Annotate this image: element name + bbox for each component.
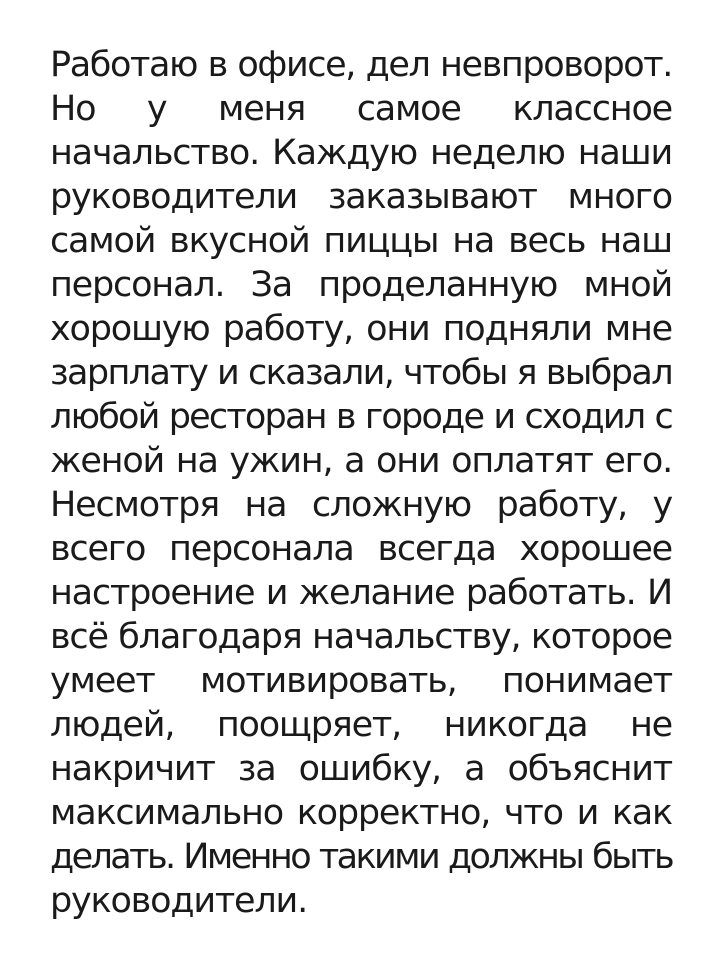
text-line: всё благодаря начальству, которое bbox=[50, 617, 672, 657]
document-body bbox=[50, 43, 672, 923]
text-line: руководители заказывают много bbox=[50, 177, 672, 217]
text-line: настроение и желание работать. И bbox=[50, 573, 672, 613]
text-line: накричит за ошибку, а объяснит bbox=[50, 749, 672, 789]
text-line: женой на ужин, а они оплатят его. bbox=[50, 441, 672, 481]
text-line: всего персонала всегда хорошее bbox=[50, 529, 672, 569]
text-line: делать. Именно такими должны быть bbox=[50, 837, 672, 877]
text-line: самой вкусной пиццы на весь наш bbox=[50, 221, 672, 261]
text-line: Но у меня самое классное bbox=[50, 89, 672, 129]
text-line: начальство. Каждую неделю наши bbox=[50, 133, 672, 173]
text-line: умеет мотивировать, понимает bbox=[50, 661, 672, 701]
text-line: Работаю в офисе, дел невпроворот. bbox=[50, 45, 672, 85]
text-line: хорошую работу, они подняли мне bbox=[50, 309, 672, 349]
text-line: любой ресторан в городе и сходил с bbox=[50, 397, 672, 437]
text-line: людей, поощряет, никогда не bbox=[50, 705, 672, 745]
text-line: персонал. За проделанную мной bbox=[50, 265, 672, 305]
text-line: максимально корректно, что и как bbox=[50, 793, 672, 833]
text-line: зарплату и сказали, чтобы я выбрал bbox=[50, 353, 672, 393]
text-line: Несмотря на сложную работу, у bbox=[50, 485, 672, 525]
text-line-last: руководители. bbox=[50, 881, 308, 921]
